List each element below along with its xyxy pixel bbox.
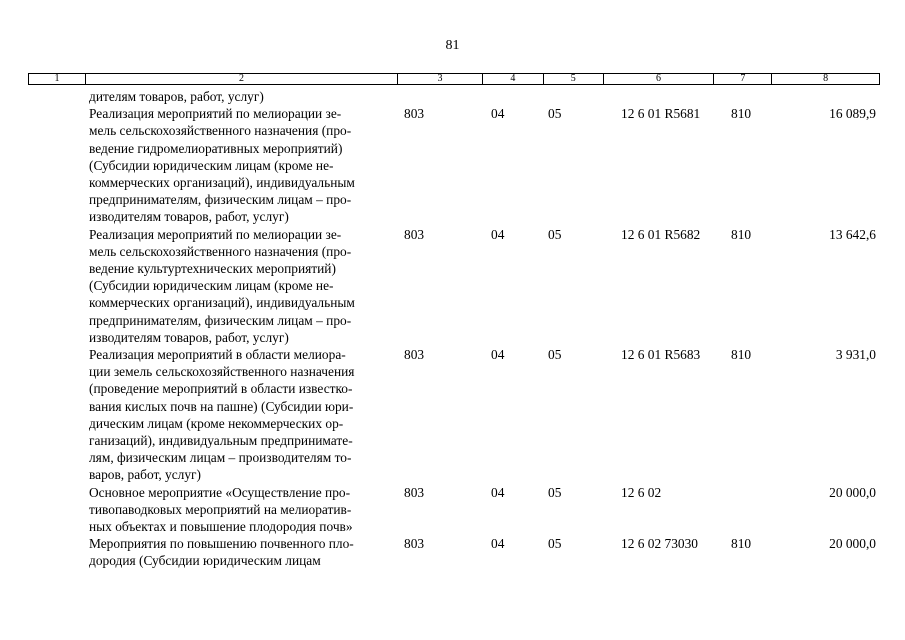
header-col-1: 1 [29, 74, 86, 84]
row-ministry-code: 803 [404, 536, 425, 552]
row-target-code: 12 6 01 R5683 [621, 347, 701, 363]
row-subsection-code: 05 [548, 106, 562, 122]
table-row [0, 535, 905, 569]
row-section-code: 04 [491, 347, 505, 363]
row-amount: 13 642,6 [829, 226, 876, 242]
header-col-3: 3 [398, 74, 483, 84]
table-row [0, 346, 905, 484]
row-expense-type: 810 [731, 536, 752, 552]
table-body [0, 88, 905, 570]
row-description: Мероприятия по повышению почвенного пло- дородия (Субсидии юридическим лицам [89, 536, 354, 569]
header-col-4: 4 [483, 74, 544, 84]
row-ministry-code: 803 [404, 484, 425, 500]
page-number: 81 [445, 38, 460, 53]
row-subsection-code: 05 [548, 347, 562, 363]
row-amount: 3 931,0 [835, 347, 876, 363]
row-subsection-code: 05 [548, 226, 562, 242]
row-ministry-code: 803 [404, 106, 425, 122]
row-expense-type: 810 [731, 347, 752, 363]
carryover-text: дителям товаров, работ, услуг) [89, 89, 264, 104]
row-subsection-code: 05 [548, 536, 562, 552]
row-section-code: 04 [491, 226, 505, 242]
row-amount: 16 089,9 [829, 106, 876, 122]
row-expense-type: 810 [731, 106, 752, 122]
row-section-code: 04 [491, 106, 505, 122]
row-target-code: 12 6 01 R5681 [621, 106, 701, 122]
table-row [0, 226, 905, 346]
row-section-code: 04 [491, 484, 505, 500]
table-header [28, 73, 880, 85]
row-subsection-code: 05 [548, 484, 562, 500]
row-amount: 20 000,0 [829, 536, 876, 552]
row-amount: 20 000,0 [829, 484, 876, 500]
row-target-code: 12 6 02 [621, 484, 662, 500]
table-row [0, 105, 905, 225]
header-col-7: 7 [714, 74, 772, 84]
row-ministry-code: 803 [404, 347, 425, 363]
carryover-row [0, 88, 905, 105]
row-expense-type: 810 [731, 226, 752, 242]
row-description: Основное мероприятие «Осуществление про- тивопаводковых мероприятий на мелиоратив- ных объектах и повышение плодородия почв» [89, 484, 353, 535]
row-description: Реализация мероприятий по мелиорации зе- мель сельскохозяйственного назначения (про- ведение гидромелиоративных мероприятий) (Субсидии юридическим лицам (кроме не- коммерческих организаций), индивидуальным предпринимателям, физическим лицам – про- изводителям товаров, работ, услуг) [89, 106, 355, 225]
table-row [0, 484, 905, 536]
row-description: Реализация мероприятий в области мелиора- ции земель сельскохозяйственного назначения (проведение мероприятий в области известко- вания кислых почв на пашне) (Субсидии юри- дическим лицам (кроме некоммерческих ор- ганизаций), индивидуальным предпринимате- лям, физическим лицам – производителям то- варов, работ, услуг) [89, 347, 355, 483]
row-ministry-code: 803 [404, 226, 425, 242]
header-col-6: 6 [604, 74, 715, 84]
header-col-8: 8 [823, 73, 829, 84]
header-col-2: 2 [86, 74, 398, 84]
row-target-code: 12 6 01 R5682 [621, 226, 701, 242]
row-section-code: 04 [491, 536, 505, 552]
row-description: Реализация мероприятий по мелиорации зе- мель сельскохозяйственного назначения (про- ведение культуртехнических мероприятий) (Субсидии юридическим лицам (кроме не- коммерческих организаций), индивидуальным предпринимателям, физическим лицам – про- изводителям товаров, работ, услуг) [89, 226, 355, 345]
header-col-5: 5 [544, 74, 604, 84]
row-target-code: 12 6 02 73030 [621, 536, 698, 552]
